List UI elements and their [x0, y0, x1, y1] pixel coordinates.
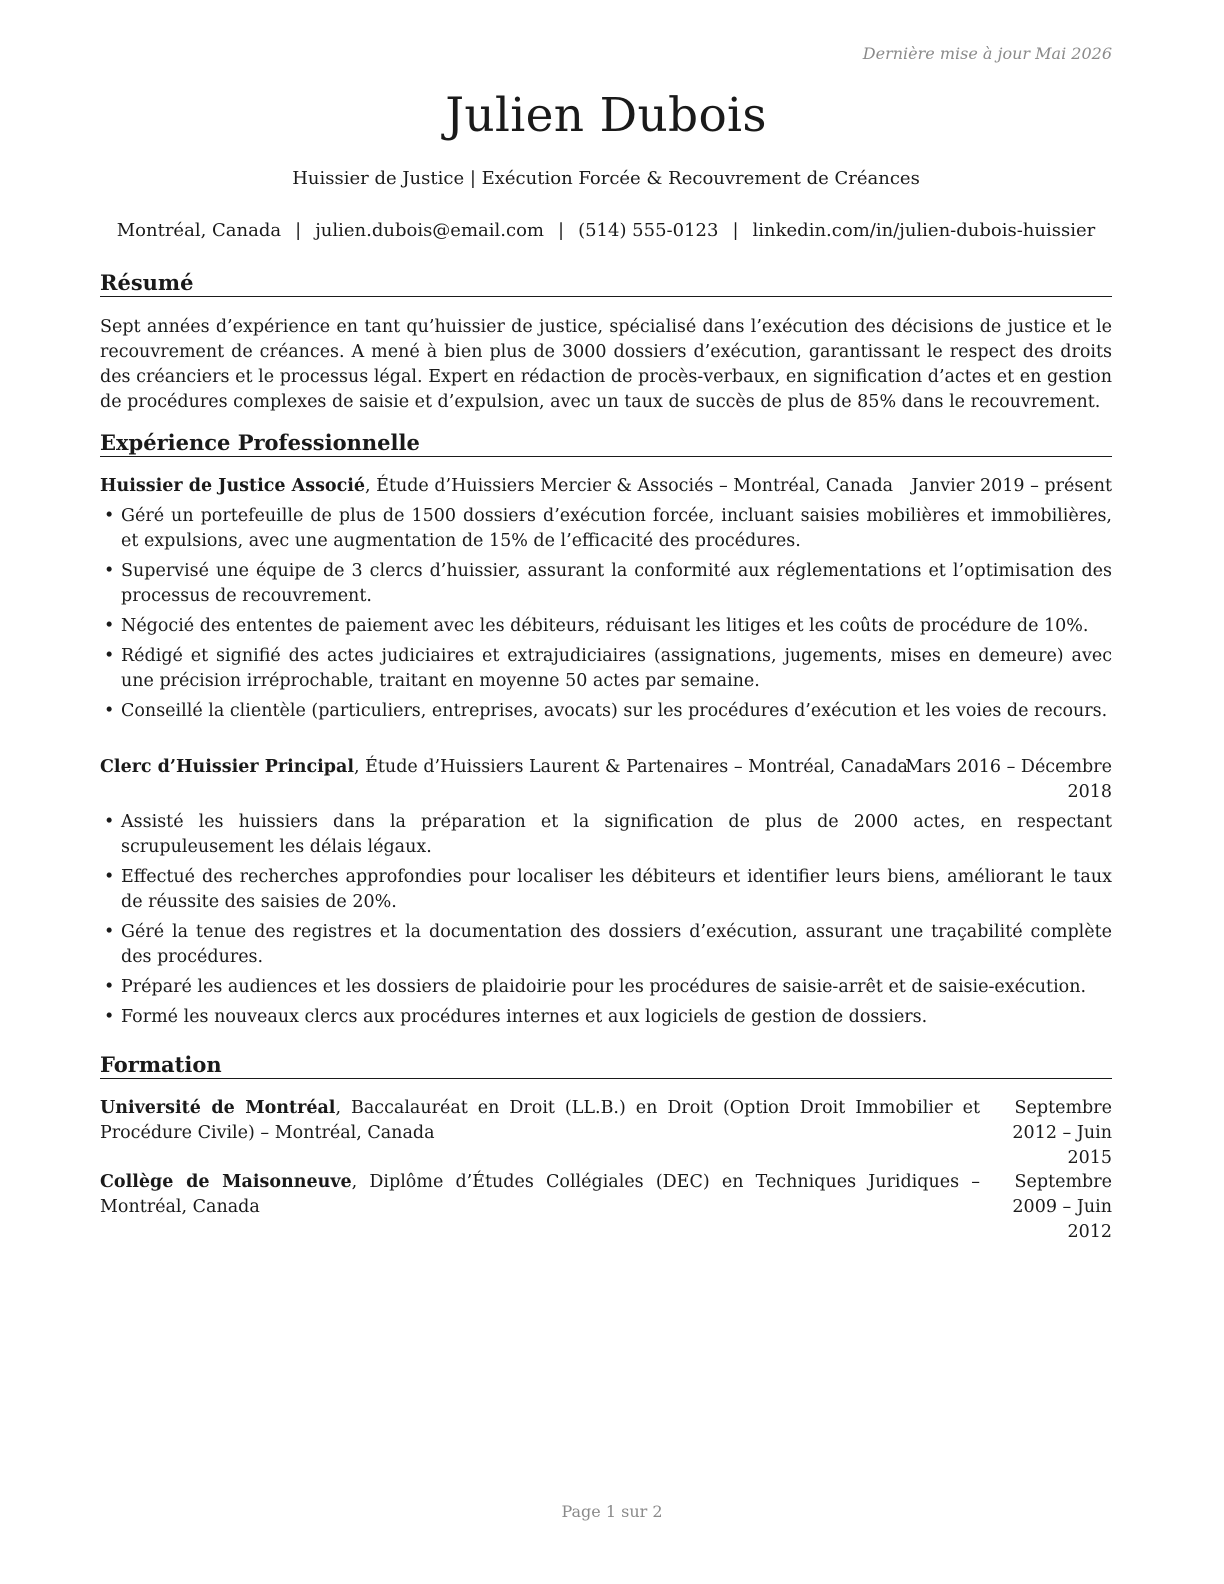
education-text	[100, 1170, 980, 1220]
job-org: , Étude d’Huissiers Mercier & Associés – Montréal, Canada	[365, 476, 894, 496]
bullet-icon: •	[104, 977, 115, 997]
bullet-text: Effectué des recherches approfondies pour localiser les débiteurs et identifier leurs biens, améliorant le taux de réussite des saisies de 20%.	[121, 867, 1112, 912]
education-dates: Septembre 2009 – Juin 2012	[1012, 1172, 1112, 1242]
list-item	[100, 975, 1112, 1000]
candidate-name: Julien Dubois	[445, 88, 767, 143]
bullet-text: Assisté les huissiers dans la préparation et la signification de plus de 2000 actes, en respectant scrupuleusement les délais légaux.	[121, 812, 1112, 857]
bullet-text: Rédigé et signifié des actes judiciaires et extrajudiciaires (assignations, jugements, mises en demeure) avec une précision irréprochable, traitant en moyenne 50 actes par semaine.	[121, 646, 1112, 691]
job-dates: Janvier 2019 – présent	[911, 476, 1112, 496]
contact-separator: |	[557, 220, 565, 241]
education-dates: Septembre 2012 – Juin 2015	[1012, 1098, 1112, 1168]
bullet-text: Préparé les audiences et les dossiers de plaidoirie pour les procédures de saisie-arrêt et de saisie-exécution.	[121, 977, 1087, 997]
bullet-text: Conseillé la clientèle (particuliers, entreprises, avocats) sur les procédures d’exécution et les voies de recours.	[121, 701, 1108, 721]
list-item	[100, 614, 1112, 639]
list-item	[100, 865, 1112, 915]
job-header	[100, 755, 1112, 802]
bullet-icon: •	[104, 616, 115, 636]
bullet-icon: •	[104, 561, 115, 581]
contact-linkedin[interactable]: linkedin.com/in/julien-dubois-huissier	[752, 220, 1096, 241]
education-detail: , Baccalauréat en Droit (LL.B.) en Droit (Option Droit Immobilier et Procédure Civile) – Montréal, Canada	[100, 1098, 980, 1143]
bullet-text: Formé les nouveaux clercs aux procédures internes et aux logiciels de gestion de dossiers.	[121, 1007, 928, 1027]
education-detail: , Diplôme d’Études Collégiales (DEC) en Techniques Juridiques – Montréal, Canada	[100, 1172, 980, 1217]
education-school: Université de Montréal	[100, 1098, 336, 1118]
contact-email[interactable]: julien.dubois@email.com	[315, 220, 544, 241]
candidate-title: Huissier de Justice | Exécution Forcée & Recouvrement de Créances	[292, 168, 920, 189]
job-role: Clerc d’Huissier Principal	[100, 757, 354, 777]
education-school: Collège de Maisonneuve	[100, 1172, 352, 1192]
contact-phone: (514) 555-0123	[578, 220, 719, 241]
job-org: , Étude d’Huissiers Laurent & Partenaires – Montréal, Canada	[354, 757, 908, 777]
section-heading-experience: Expérience Professionnelle	[100, 430, 1112, 457]
bullet-icon: •	[104, 867, 115, 887]
contact-line	[100, 220, 1112, 241]
page-number: Page 1 sur 2	[561, 1502, 663, 1521]
job-bullets	[100, 810, 1112, 1035]
bullet-icon: •	[104, 812, 115, 832]
list-item	[100, 810, 1112, 860]
section-heading-education: Formation	[100, 1052, 1112, 1079]
last-updated: Dernière mise à jour Mai 2026	[862, 44, 1112, 63]
contact-location: Montréal, Canada	[116, 220, 282, 241]
contact-separator: |	[732, 220, 739, 241]
education-text	[100, 1096, 980, 1146]
bullet-icon: •	[104, 1007, 115, 1027]
summary-text: Sept années d’expérience en tant qu’huissier de justice, spécialisé dans l’exécution des décisions de justice et le recouvrement de créances. A mené à bien plus de 3000 dossiers d’exécution, garantissant le respect des droits des créanciers et le processus légal. Expert en rédaction de procès-verbaux, en signification d’actes et en gestion de procédures complexes de saisie et d’expulsion, avec un taux de succès de plus de 85% dans le recouvrement.	[100, 317, 1112, 412]
bullet-icon: •	[104, 506, 115, 526]
list-item	[100, 644, 1112, 694]
job-role: Huissier de Justice Associé	[100, 476, 366, 496]
bullet-icon: •	[104, 922, 115, 942]
job-dates: Mars 2016 – Décembre 2018	[905, 757, 1112, 802]
bullet-icon: •	[104, 646, 115, 666]
list-item	[100, 559, 1112, 609]
contact-separator: |	[295, 220, 302, 241]
list-item	[100, 699, 1112, 724]
bullet-text: Géré un portefeuille de plus de 1500 dossiers d’exécution forcée, incluant saisies mobilières et immobilières, et expulsions, avec une augmentation de 15% de l’efficacité des procédures.	[121, 506, 1112, 551]
bullet-text: Négocié des ententes de paiement avec les débiteurs, réduisant les litiges et les coûts de procédure de 10%.	[121, 616, 1089, 636]
job-bullets	[100, 504, 1112, 729]
list-item	[100, 1005, 1112, 1030]
bullet-icon: •	[104, 701, 115, 721]
job-header	[100, 474, 1112, 499]
bullet-text: Géré la tenue des registres et la documentation des dossiers d’exécution, assurant une traçabilité complète des procédures.	[121, 922, 1112, 967]
list-item	[100, 920, 1112, 970]
bullet-text: Supervisé une équipe de 3 clercs d’huissier, assurant la conformité aux réglementations et l’optimisation des processus de recouvrement.	[121, 561, 1112, 606]
list-item	[100, 504, 1112, 554]
section-heading-summary: Résumé	[100, 270, 1112, 297]
